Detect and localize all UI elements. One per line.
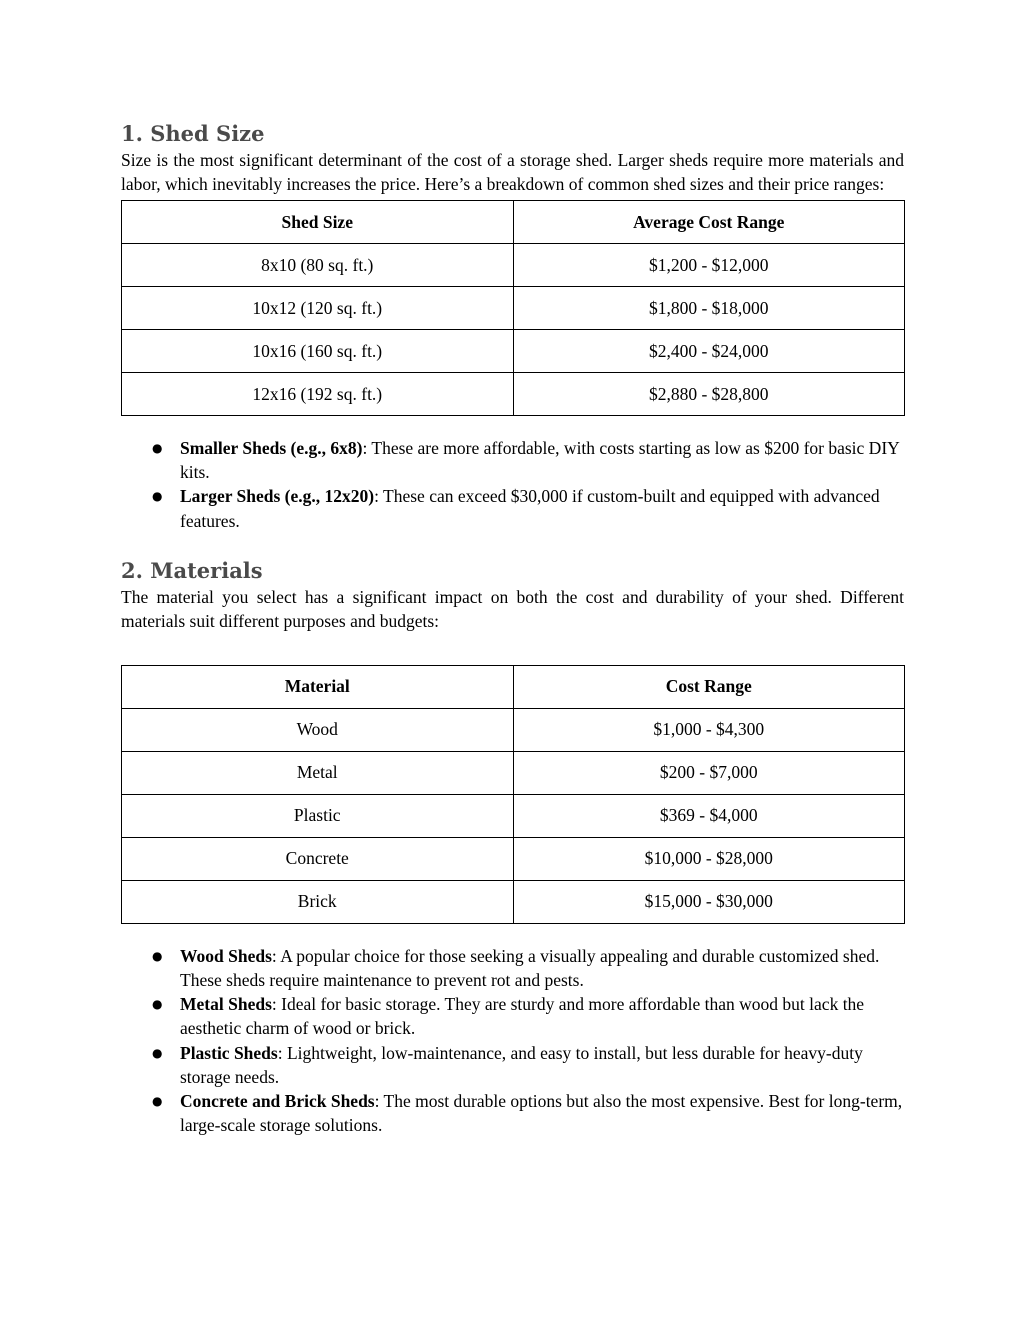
table-cell: $1,200 - $12,000 bbox=[513, 244, 905, 287]
list-item bbox=[121, 484, 904, 532]
table-row bbox=[122, 287, 905, 330]
table-row bbox=[122, 837, 905, 880]
bullet-icon: ● bbox=[152, 1094, 163, 1109]
column-header: Average Cost Range bbox=[513, 201, 905, 244]
materials-bullet-list bbox=[121, 944, 904, 1138]
table-cell: $369 - $4,000 bbox=[513, 794, 905, 837]
list-item-text: : A popular choice for those seeking a visually appealing and durable customized shed. These sheds require maintenance to prevent rot and pests. bbox=[180, 945, 880, 991]
list-item-text: : These are more affordable, with costs starting as low as $200 for basic DIY kits. bbox=[180, 438, 900, 483]
table-row bbox=[122, 880, 905, 923]
table-cell: 10x16 (160 sq. ft.) bbox=[122, 330, 514, 373]
table-row bbox=[122, 244, 905, 287]
table-cell: Brick bbox=[122, 880, 514, 923]
table-header-row bbox=[122, 201, 905, 244]
table-cell: $15,000 - $30,000 bbox=[513, 880, 905, 923]
list-item bbox=[121, 436, 904, 484]
shed-size-intro: Size is the most significant determinant of the cost of a storage shed. Larger sheds require more materials and labor, which inevitably increases the price. Here’s a breakdown of common shed sizes and their price ranges: bbox=[121, 150, 904, 194]
table-cell: $10,000 - $28,000 bbox=[513, 837, 905, 880]
bullet-icon: ● bbox=[152, 441, 163, 455]
bullet-icon: ● bbox=[152, 948, 163, 963]
list-item-text: : Lightweight, low-maintenance, and easy to install, but less durable for heavy-duty storage needs. bbox=[180, 1042, 863, 1087]
column-header: Material bbox=[122, 665, 514, 708]
shed-size-bullet-list bbox=[121, 436, 904, 533]
list-item-term: Metal Sheds bbox=[180, 994, 272, 1015]
list-item-term: Smaller Sheds (e.g., 6x8) bbox=[180, 438, 363, 458]
table-cell: 12x16 (192 sq. ft.) bbox=[122, 373, 514, 416]
list-item-term: Plastic Sheds bbox=[180, 1042, 278, 1063]
shed-size-table bbox=[121, 200, 905, 416]
table-row bbox=[122, 330, 905, 373]
materials-table bbox=[121, 665, 905, 924]
table-cell: $2,880 - $28,800 bbox=[513, 373, 905, 416]
bullet-icon: ● bbox=[152, 997, 163, 1012]
column-header: Shed Size bbox=[122, 201, 514, 244]
table-cell: Wood bbox=[122, 708, 514, 751]
heading-shed-size: 1. Shed Size bbox=[121, 121, 265, 146]
list-item-text: : Ideal for basic storage. They are sturdy and more affordable than wood but lack the aesthetic charm of wood or brick. bbox=[180, 994, 865, 1039]
bullet-icon: ● bbox=[152, 1045, 163, 1060]
table-cell: Metal bbox=[122, 751, 514, 794]
list-item-text: : These can exceed $30,000 if custom-built and equipped with advanced features. bbox=[180, 486, 880, 531]
table-cell: $1,000 - $4,300 bbox=[513, 708, 905, 751]
table-cell: Plastic bbox=[122, 794, 514, 837]
table-cell: Concrete bbox=[122, 837, 514, 880]
heading-materials: 2. Materials bbox=[121, 557, 263, 583]
list-item bbox=[121, 992, 904, 1040]
list-item bbox=[121, 1041, 904, 1089]
table-row bbox=[122, 794, 905, 837]
table-cell: 10x12 (120 sq. ft.) bbox=[122, 287, 514, 330]
list-item bbox=[121, 1089, 904, 1137]
table-row bbox=[122, 373, 905, 416]
list-item bbox=[121, 944, 904, 992]
list-item-text: : The most durable options but also the most expensive. Best for long-term, large-scale storage solutions. bbox=[180, 1091, 903, 1136]
table-cell: $1,800 - $18,000 bbox=[513, 287, 905, 330]
list-item-term: Concrete and Brick Sheds bbox=[180, 1091, 375, 1112]
bullet-icon: ● bbox=[152, 489, 163, 504]
document-page bbox=[121, 0, 904, 1137]
table-cell: 8x10 (80 sq. ft.) bbox=[122, 244, 514, 287]
table-row bbox=[122, 751, 905, 794]
materials-intro: The material you select has a significant impact on both the cost and durability of your shed. Different materials suit different purposes and budgets: bbox=[121, 586, 904, 631]
list-item-term: Larger Sheds (e.g., 12x20) bbox=[180, 486, 375, 507]
table-header-row bbox=[122, 665, 905, 708]
table-row bbox=[122, 708, 905, 751]
column-header: Cost Range bbox=[513, 665, 905, 708]
table-cell: $2,400 - $24,000 bbox=[513, 330, 905, 373]
list-item-term: Wood Sheds bbox=[180, 945, 272, 966]
table-cell: $200 - $7,000 bbox=[513, 751, 905, 794]
